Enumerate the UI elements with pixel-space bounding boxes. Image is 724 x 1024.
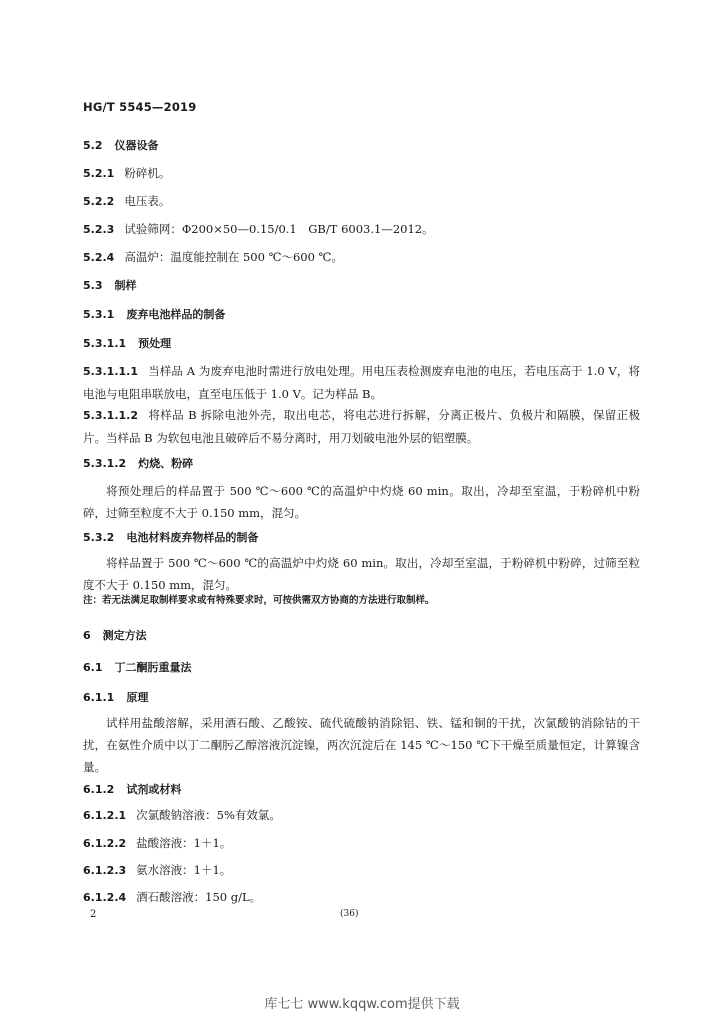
section-title: 预处理 <box>138 337 172 350</box>
clause-text: 高温炉：温度能控制在 500 ℃～600 ℃。 <box>124 250 343 264</box>
clause-5-2-2 <box>83 194 643 209</box>
clause-number: 5.2.3 <box>83 223 115 236</box>
section-title: 制样 <box>114 279 137 292</box>
clause-6-1-2-4 <box>83 890 643 905</box>
download-watermark: 库七七 www.kqqw.com提供下载 <box>264 997 460 1012</box>
section-number: 5.3.1 <box>83 308 115 321</box>
clause-number: 6.1.2.3 <box>83 864 127 877</box>
section-title: 测定方法 <box>102 629 147 642</box>
section-number: 5.3.2 <box>83 531 115 544</box>
clause-5-2-3 <box>83 222 643 237</box>
clause-text: 当样品 A 为废弃电池时需进行放电处理。用电压表检测废弃电池的电压，若电压高于 1.0 V，将电池与电阻串联放电，直至电压低于 1.0 V。记为样品 B。 <box>83 364 640 401</box>
section-6-heading <box>83 628 643 643</box>
section-title: 仪器设备 <box>114 139 159 152</box>
clause-5-3-1-1-1 <box>83 360 640 405</box>
clause-6-1-2-1 <box>83 808 643 823</box>
section-6-1-heading <box>83 660 643 675</box>
clause-number: 6.1.2.1 <box>83 809 127 822</box>
clause-text: 将样品 B 拆除电池外壳，取出电芯，将电芯进行拆解，分离正极片、负极片和隔膜，保留正极片。当样品 B 为软包电池且破碎后不易分离时，用刀划破电池外层的铝塑膜。 <box>83 408 640 445</box>
clause-6-1-1-body: 试样用盐酸溶解，采用酒石酸、乙酸铵、硫代硫酸钠消除铝、铁、锰和铜的干扰，次氯酸钠消除钴的干扰，在氨性介质中以丁二酮肟乙醇溶液沉淀镍，两次沉淀后在 145 ℃～150 ℃下干燥至质量恒定，计算镍含量。 <box>83 716 640 774</box>
section-title: 灼烧、粉碎 <box>138 457 194 470</box>
clause-6-1-2-2 <box>83 836 643 851</box>
clause-text: 酒石酸溶液：150 g/L。 <box>136 890 262 904</box>
clause-5-3-1-1-2 <box>83 404 640 449</box>
clause-number: 5.2.2 <box>83 195 115 208</box>
section-5-3-2-heading <box>83 530 643 545</box>
clause-text: 盐酸溶液：1＋1。 <box>136 836 232 850</box>
clause-6-1-2-3 <box>83 863 643 878</box>
clause-5-3-2-body: 将样品置于 500 ℃～600 ℃的高温炉中灼烧 60 min。取出，冷却至室温，于粉碎机中粉碎，过筛至粒度不大于 0.150 mm，混匀。 <box>83 556 640 592</box>
clause-number: 5.2.1 <box>83 167 115 180</box>
section-number: 5.3 <box>83 279 103 292</box>
section-number: 6.1.1 <box>83 691 115 704</box>
sampling-note: 注：若无法满足取制样要求或有特殊要求时，可按供需双方协商的方法进行取制样。 <box>83 595 435 606</box>
section-number: 5.3.1.1 <box>83 337 127 350</box>
section-number: 5.2 <box>83 139 103 152</box>
clause-text: 粉碎机。 <box>124 166 171 180</box>
standard-code: HG/T 5545—2019 <box>83 100 197 114</box>
section-5-3-1-1-heading <box>83 336 643 351</box>
section-number: 6.1.2 <box>83 783 115 796</box>
page-number: 2 <box>90 909 97 920</box>
section-5-2-heading <box>83 138 643 153</box>
section-6-1-2-heading <box>83 782 643 797</box>
section-5-3-1-heading <box>83 307 643 322</box>
clause-text: 试验筛网：Φ200×50—0.15/0.1 GB/T 6003.1—2012。 <box>124 222 434 236</box>
clause-number: 5.3.1.1.2 <box>83 409 138 422</box>
section-title: 电池材料废弃物样品的制备 <box>126 531 259 544</box>
clause-text: 次氯酸钠溶液：5%有效氯。 <box>136 808 281 822</box>
section-6-1-1-heading <box>83 690 643 705</box>
section-number: 5.3.1.2 <box>83 457 127 470</box>
clause-5-3-1-2-body: 将预处理后的样品置于 500 ℃～600 ℃的高温炉中灼烧 60 min。取出，冷却至室温，于粉碎机中粉碎，过筛至粒度不大于 0.150 mm，混匀。 <box>83 484 640 520</box>
section-5-3-1-2-heading <box>83 456 643 471</box>
section-title: 废弃电池样品的制备 <box>126 308 226 321</box>
section-title: 丁二酮肟重量法 <box>114 661 192 674</box>
clause-text: 电压表。 <box>124 194 171 208</box>
section-5-3-heading <box>83 278 643 293</box>
clause-5-2-4 <box>83 250 643 265</box>
section-title: 试剂或材料 <box>126 783 182 796</box>
clause-number: 5.2.4 <box>83 251 115 264</box>
clause-number: 5.3.1.1.1 <box>83 365 138 378</box>
clause-number: 6.1.2.4 <box>83 891 127 904</box>
clause-text: 氨水溶液：1＋1。 <box>136 863 232 877</box>
section-number: 6.1 <box>83 661 103 674</box>
page-sequence: (36) <box>340 909 359 919</box>
section-title: 原理 <box>126 691 149 704</box>
clause-number: 6.1.2.2 <box>83 837 127 850</box>
section-number: 6 <box>83 629 91 642</box>
clause-5-2-1 <box>83 166 643 181</box>
